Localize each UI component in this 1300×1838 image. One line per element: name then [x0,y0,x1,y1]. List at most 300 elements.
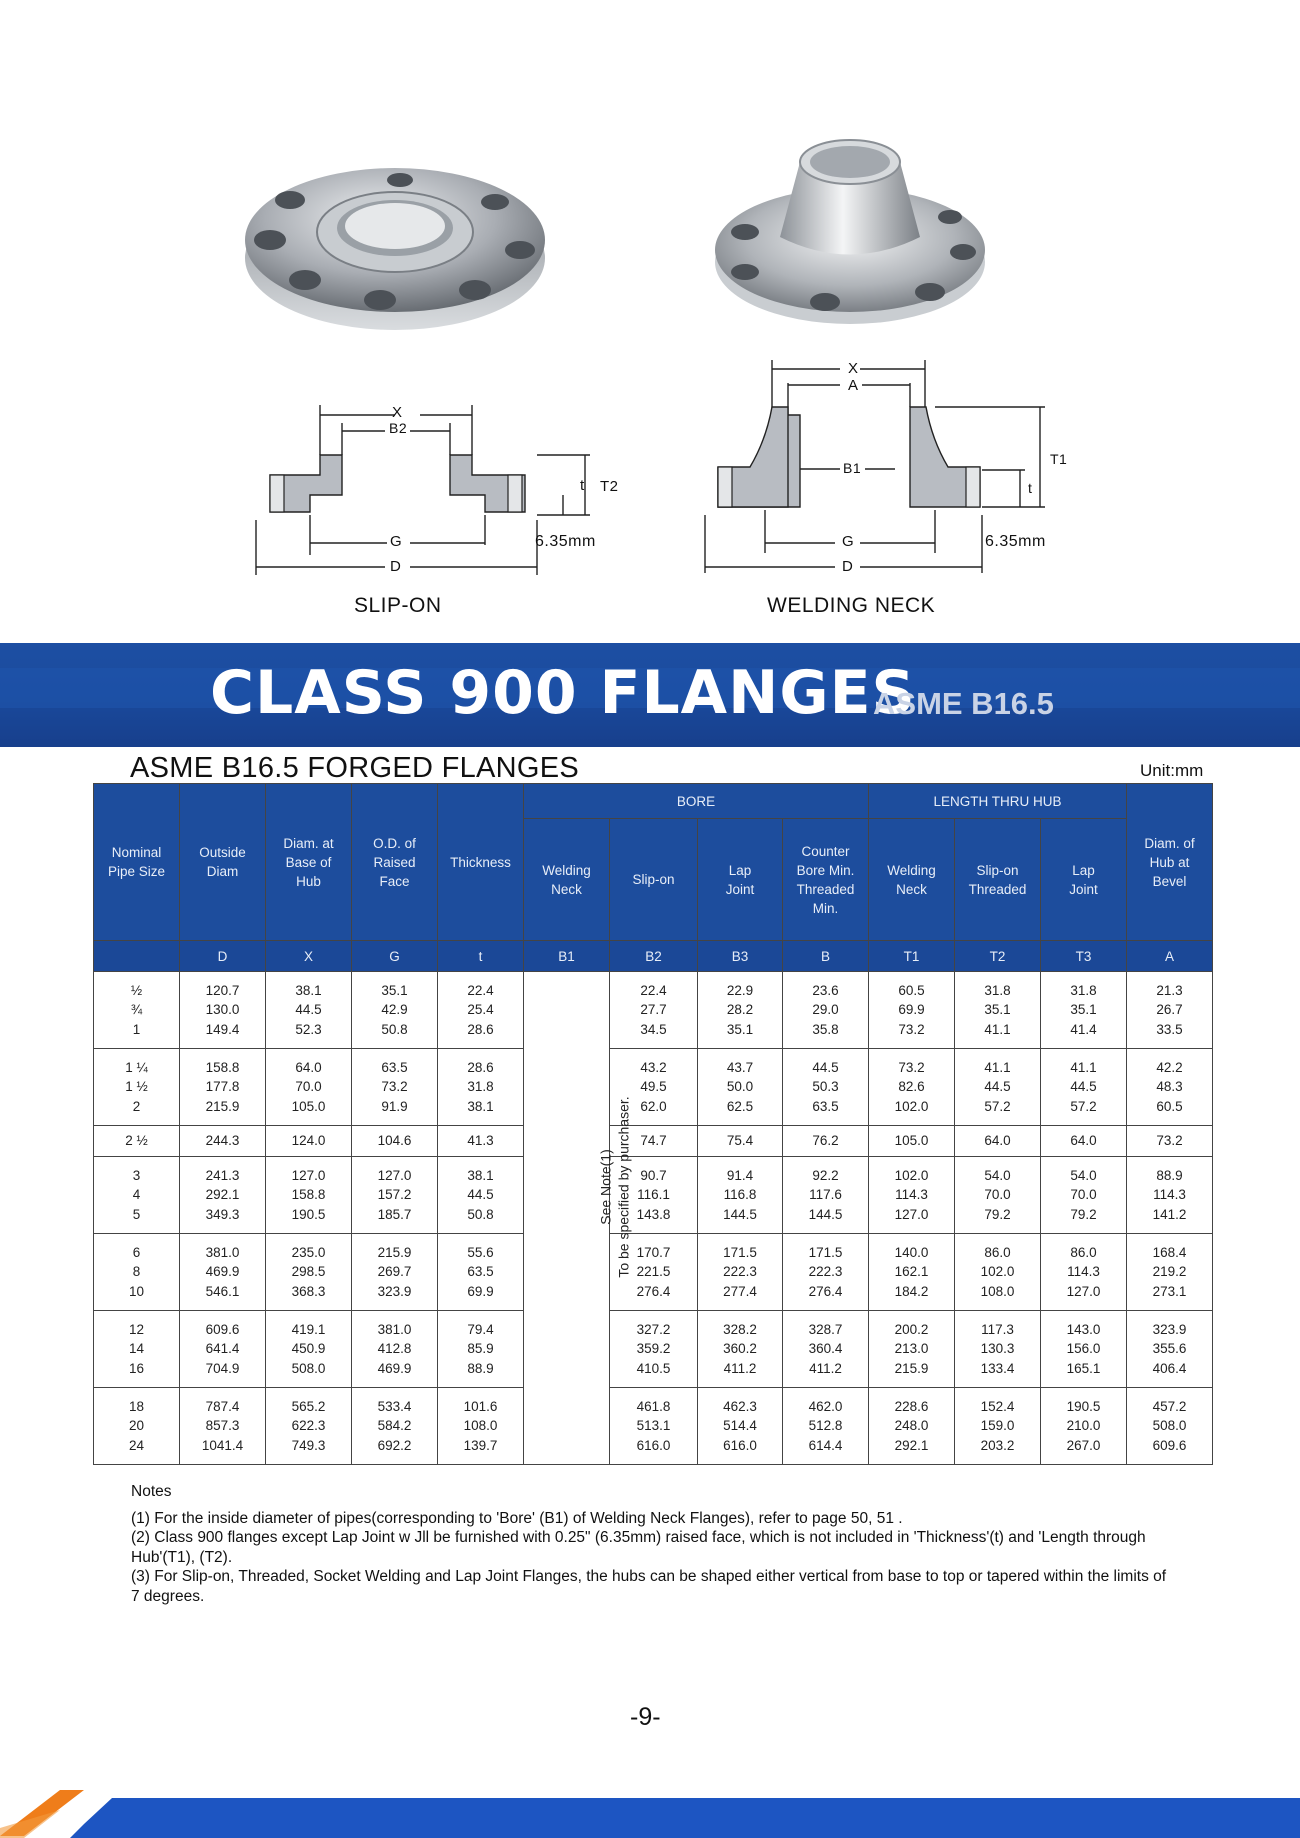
cell-value: 2 [132,1098,141,1114]
cell-value: 3 [132,1167,141,1183]
cell-t3 [1041,1388,1127,1465]
cell-value: 1041.4 [201,1437,244,1453]
slip-on-label-t: t [580,477,585,494]
cell-value: 127.0 [291,1167,326,1183]
cell-value: 120.7 [205,982,240,998]
cell-nps [94,1157,180,1234]
cell-value: 54.0 [984,1167,1011,1183]
cell-value: 14 [128,1341,145,1357]
cell-value: 24 [128,1437,145,1453]
cell-value: 1 [132,1021,141,1037]
cell-value: 406.4 [1152,1360,1187,1376]
cell-value: 114.3 [895,1187,928,1203]
cell-t2 [955,1311,1041,1388]
cell-value: 277.4 [723,1283,757,1299]
cell-value: 85.9 [467,1341,494,1357]
table-row [94,1388,1213,1465]
cell-value: 62.0 [640,1098,667,1114]
cell-value: 244.3 [205,1133,240,1149]
cell-value: 73.2 [898,1021,925,1037]
cell-b3 [698,1049,783,1126]
cell-value: 269.7 [377,1264,412,1280]
cell-value: 41.3 [467,1133,494,1149]
welding-neck-caption: WELDING NECK [767,594,936,617]
table-row [94,1157,1213,1234]
cell-value: 190.5 [1066,1398,1101,1414]
cell-value: 144.5 [723,1206,757,1222]
welding-neck-label-g: G [842,533,855,550]
cell-value: 70.0 [295,1079,322,1095]
cell-value: 609.6 [205,1321,240,1337]
cell-value: 469.9 [377,1360,412,1376]
header-b1: Welding Neck [524,819,610,941]
cell-value: 22.9 [726,982,754,998]
cell-value: 18 [128,1398,145,1414]
cell-a [1127,1157,1213,1234]
cell-thk [438,1126,524,1157]
cell-value: 170.7 [636,1244,671,1260]
cell-value: 60.5 [898,982,925,998]
cell-value: 102.0 [894,1167,929,1183]
cell-value: 200.2 [894,1321,929,1337]
cell-rf [352,1311,438,1388]
cell-value: 130.3 [980,1341,1015,1357]
cell-value: 34.5 [640,1021,667,1037]
cell-b [783,1126,869,1157]
cell-b3 [698,1157,783,1234]
cell-nps [94,1126,180,1157]
cell-value: 450.9 [291,1341,326,1357]
cell-a [1127,1311,1213,1388]
cell-value: 692.2 [377,1437,412,1453]
cell-value: 116.8 [723,1187,757,1203]
cell-thk [438,1049,524,1126]
cell-value: 117.6 [809,1187,842,1203]
cell-value: 328.7 [808,1321,843,1337]
bore-b1-note [597,1097,633,1278]
header-rf: O.D. of Raised Face [352,784,438,941]
cell-value: 64.0 [1070,1133,1097,1149]
cell-t2 [955,972,1041,1049]
cell-b [783,1311,869,1388]
cell-value: 55.6 [467,1244,494,1260]
slip-on-diagram [250,395,610,580]
cell-t3 [1041,1157,1127,1234]
cell-value: 276.4 [808,1283,843,1299]
cell-value: 44.5 [295,1002,322,1018]
notes-section [131,1482,1171,1606]
cell-value: 622.3 [291,1418,326,1434]
cell-value: 241.3 [205,1167,240,1183]
cell-value: 108.0 [463,1418,498,1434]
bore-b1-note-cell [524,972,632,1465]
cell-thk [438,1311,524,1388]
cell-value: 28.2 [726,1002,754,1018]
cell-value: 323.9 [377,1283,412,1299]
cell-value: 42.9 [381,1002,408,1018]
cell-value: 158.8 [205,1059,240,1075]
cell-value: 88.9 [467,1360,494,1376]
cell-value: 461.8 [636,1398,671,1414]
cell-t1 [869,1157,955,1234]
cell-value: 171.5 [808,1244,843,1260]
cell-nps [94,1388,180,1465]
cell-value: 513.1 [636,1418,671,1434]
cell-value: 857.3 [205,1418,240,1434]
cell-value: 43.7 [726,1059,754,1075]
cell-rf [352,1126,438,1157]
cell-value: 184.2 [894,1283,929,1299]
cell-nps [94,972,180,1049]
cell-value: ¾ [130,1002,143,1018]
cell-value: 222.3 [808,1264,843,1280]
cell-value: 29.0 [812,1002,839,1018]
cell-value: 22.4 [640,982,667,998]
cell-value: 57.2 [984,1098,1011,1114]
cell-od [180,1049,266,1126]
cell-value: 79.2 [984,1206,1011,1222]
note-2: (2) Class 900 flanges except Lap Joint w Jll be furnished with 0.25" (6.35mm) raised face, which is not included in 'Thickness'(t) and 'Length through Hub'(T1), (T2). [131,1529,1146,1566]
cell-value: 327.2 [636,1321,671,1337]
cell-value: 50.0 [726,1079,754,1095]
cell-value: 292.1 [205,1187,240,1203]
cell-value: 25.4 [467,1002,494,1018]
cell-value: 614.4 [808,1437,843,1453]
cell-hub [266,1311,352,1388]
cell-t2 [955,1388,1041,1465]
cell-a [1127,972,1213,1049]
cell-value: 92.2 [812,1167,839,1183]
cell-value: 35.1 [381,982,408,998]
cell-value: 31.8 [1070,982,1097,998]
cell-value: 149.4 [205,1021,240,1037]
cell-value: 102.0 [980,1264,1015,1280]
cell-od [180,1234,266,1311]
welding-neck-label-a: A [848,377,859,394]
cell-value: 508.0 [1152,1418,1187,1434]
cell-value: 133.4 [980,1360,1015,1376]
cell-value: 63.5 [467,1264,494,1280]
cell-b [783,1049,869,1126]
cell-value: 222.3 [723,1264,757,1280]
cell-value: 144.5 [808,1206,843,1222]
cell-value: 127.0 [894,1206,929,1222]
slip-on-label-t2: T2 [600,478,619,495]
cell-t1 [869,1234,955,1311]
cell-value: 28.6 [467,1059,494,1075]
cell-rf [352,1157,438,1234]
cell-b3 [698,1311,783,1388]
cell-t2 [955,1157,1041,1234]
symbol-rf: G [352,941,438,972]
cell-thk [438,1388,524,1465]
cell-value: 410.5 [636,1360,671,1376]
cell-value: 565.2 [291,1398,326,1414]
cell-value: 41.1 [984,1021,1011,1037]
welding-neck-label-x: X [848,360,859,377]
cell-t3 [1041,1234,1127,1311]
cell-value: 44.5 [467,1187,494,1203]
header-b: Counter Bore Min. Threaded Min. [783,819,869,941]
cell-value: 168.4 [1152,1244,1187,1260]
table-row [94,972,1213,1049]
cell-t1 [869,1388,955,1465]
cell-value: 31.8 [984,982,1011,998]
cell-value: 546.1 [205,1283,240,1299]
table-title: ASME B16.5 FORGED FLANGES [130,752,580,784]
table-row [94,1049,1213,1126]
slip-on-label-b2: B2 [389,420,408,436]
cell-value: 381.0 [377,1321,412,1337]
header-group-bore: BORE [524,784,869,819]
symbol-hub: X [266,941,352,972]
cell-value: 235.0 [291,1244,326,1260]
cell-value: 90.7 [640,1167,667,1183]
cell-value: 2 ½ [125,1133,148,1149]
cell-hub [266,1234,352,1311]
cell-value: 165.1 [1066,1360,1101,1376]
cell-value: 248.0 [894,1418,929,1434]
cell-t1 [869,1126,955,1157]
cell-value: 33.5 [1156,1021,1183,1037]
cell-value: 116.1 [637,1187,670,1203]
cell-od [180,1388,266,1465]
cell-value: 360.2 [723,1341,757,1357]
cell-value: 360.4 [808,1341,843,1357]
cell-rf [352,972,438,1049]
cell-b2 [610,972,698,1049]
cell-t3 [1041,972,1127,1049]
cell-value: 21.3 [1156,982,1183,998]
cell-thk [438,1157,524,1234]
cell-value: 1 ½ [125,1079,148,1095]
cell-value: 27.7 [640,1002,667,1018]
flange-table [93,783,1213,1465]
cell-t2 [955,1126,1041,1157]
cell-value: 139.7 [463,1437,498,1453]
header-t3: Lap Joint [1041,819,1127,941]
cell-value: 412.8 [377,1341,412,1357]
slip-on-flange-photo [230,140,560,340]
cell-hub [266,1049,352,1126]
cell-value: 273.1 [1152,1283,1187,1299]
cell-value: 76.2 [812,1133,839,1149]
symbol-t1: T1 [869,941,955,972]
symbol-nps [94,941,180,972]
notes-heading: Notes [131,1483,172,1500]
cell-b3 [698,1126,783,1157]
cell-value: 469.9 [205,1264,240,1280]
cell-b2 [610,1311,698,1388]
slip-on-label-x: X [392,404,403,421]
cell-value: 368.3 [291,1283,326,1299]
cell-value: 609.6 [1152,1437,1187,1453]
cell-b [783,1157,869,1234]
cell-a [1127,1126,1213,1157]
symbol-b3: B3 [698,941,783,972]
cell-value: 462.0 [808,1398,843,1414]
cell-a [1127,1049,1213,1126]
table-row [94,1234,1213,1311]
cell-thk [438,972,524,1049]
cell-b3 [698,1234,783,1311]
table-row [94,1126,1213,1157]
cell-value: 6 [132,1244,141,1260]
cell-od [180,972,266,1049]
cell-value: 105.0 [894,1133,929,1149]
cell-value: 508.0 [291,1360,326,1376]
cell-value: 44.5 [812,1059,839,1075]
cell-value: 177.8 [205,1079,240,1095]
cell-value: 276.4 [636,1283,671,1299]
slip-on-label-g: G [390,533,403,550]
cell-value: 88.9 [1156,1167,1183,1183]
cell-t3 [1041,1126,1127,1157]
cell-value: 143.8 [636,1206,671,1222]
cell-value: 23.6 [812,982,839,998]
cell-value: 50.3 [812,1079,839,1095]
cell-value: 349.3 [205,1206,240,1222]
cell-value: 38.1 [467,1098,494,1114]
welding-neck-label-b1: B1 [843,460,862,476]
cell-value: 38.1 [467,1167,494,1183]
cell-value: 73.2 [1156,1133,1183,1149]
bore-b1-note-line1: See Note(1) [597,1149,614,1225]
cell-value: 105.0 [291,1098,326,1114]
cell-value: 787.4 [205,1398,240,1414]
cell-value: 12 [128,1321,145,1337]
cell-value: 203.2 [980,1437,1015,1453]
cell-value: 616.0 [723,1437,757,1453]
cell-nps [94,1311,180,1388]
cell-value: 50.8 [381,1021,408,1037]
cell-value: 381.0 [205,1244,240,1260]
cell-value: 4 [132,1187,141,1203]
slip-on-label-raised: 6.35mm [535,533,596,550]
cell-value: 298.5 [291,1264,326,1280]
cell-value: 8 [132,1264,141,1280]
slip-on-caption: SLIP-ON [354,594,442,617]
cell-value: 26.7 [1156,1002,1183,1018]
cell-value: 292.1 [894,1437,929,1453]
cell-value: 5 [132,1206,141,1222]
cell-value: 162.1 [894,1264,929,1280]
cell-value: 54.0 [1070,1167,1097,1183]
cell-value: 79.4 [467,1321,494,1337]
cell-value: 210.0 [1066,1418,1101,1434]
cell-value: 124.0 [291,1133,326,1149]
cell-value: ½ [130,982,143,998]
cell-value: 44.5 [984,1079,1011,1095]
bore-b1-note-line2: To be specified by purchaser. [615,1096,632,1278]
cell-value: 141.2 [1152,1206,1187,1222]
cell-value: 157.2 [377,1187,412,1203]
cell-value: 62.5 [726,1098,754,1114]
cell-rf [352,1049,438,1126]
unit-label: Unit:mm [1140,761,1204,780]
cell-value: 35.1 [726,1021,754,1037]
cell-value: 228.6 [894,1398,929,1414]
slip-on-label-d: D [390,558,402,575]
cell-value: 114.3 [1153,1187,1186,1203]
cell-value: 69.9 [898,1002,925,1018]
cell-value: 41.4 [1070,1021,1097,1037]
welding-neck-label-d: D [842,558,854,575]
table-body [94,972,1213,1465]
cell-nps [94,1234,180,1311]
cell-value: 108.0 [980,1283,1015,1299]
cell-value: 117.3 [981,1321,1014,1337]
table-row [94,1311,1213,1388]
banner-title: CLASS 900 FLANGES [210,658,916,728]
header-nps: Nominal Pipe Size [94,784,180,941]
cell-value: 73.2 [381,1079,408,1095]
cell-value: 221.5 [636,1264,671,1280]
cell-value: 213.0 [894,1341,929,1357]
cell-value: 69.9 [467,1283,494,1299]
cell-value: 70.0 [1070,1187,1097,1203]
cell-value: 190.5 [291,1206,326,1222]
cell-value: 130.0 [205,1002,240,1018]
welding-neck-flange-photo [705,122,995,332]
cell-value: 52.3 [295,1021,322,1037]
cell-b3 [698,972,783,1049]
cell-value: 102.0 [894,1098,929,1114]
cell-b [783,972,869,1049]
cell-value: 63.5 [812,1098,839,1114]
cell-value: 74.7 [640,1133,667,1149]
cell-value: 44.5 [1070,1079,1097,1095]
cell-value: 28.6 [467,1021,494,1037]
header-hub: Diam. at Base of Hub [266,784,352,941]
cell-value: 60.5 [1156,1098,1183,1114]
cell-value: 22.4 [467,982,494,998]
cell-t2 [955,1234,1041,1311]
cell-value: 219.2 [1152,1264,1187,1280]
symbol-t3: T3 [1041,941,1127,972]
cell-value: 86.0 [1070,1244,1097,1260]
symbol-b1: B1 [524,941,610,972]
cell-value: 512.8 [808,1418,843,1434]
cell-value: 10 [128,1283,145,1299]
cell-value: 215.9 [894,1360,929,1376]
header-group-length: LENGTH THRU HUB [869,784,1127,819]
cell-t1 [869,972,955,1049]
cell-value: 101.6 [463,1398,498,1414]
header-t1: Welding Neck [869,819,955,941]
cell-value: 35.8 [812,1021,839,1037]
cell-t1 [869,1049,955,1126]
cell-value: 355.6 [1152,1341,1187,1357]
cell-rf [352,1234,438,1311]
cell-value: 79.2 [1070,1206,1097,1222]
cell-rf [352,1388,438,1465]
cell-value: 533.4 [377,1398,412,1414]
cell-hub [266,1388,352,1465]
note-3: (3) For Slip-on, Threaded, Socket Welding and Lap Joint Flanges, the hubs can be shaped either vertical from base to top or tapered within the limits of 7 degrees. [131,1568,1167,1605]
cell-value: 143.0 [1066,1321,1101,1337]
cell-od [180,1126,266,1157]
cell-value: 86.0 [984,1244,1011,1260]
cell-value: 49.5 [640,1079,667,1095]
cell-t3 [1041,1311,1127,1388]
cell-value: 328.2 [723,1321,757,1337]
header-b2: Slip-on [610,819,698,941]
cell-value: 457.2 [1152,1398,1187,1414]
cell-value: 35.1 [1070,1002,1097,1018]
symbol-thickness: t [438,941,524,972]
cell-value: 104.6 [377,1133,412,1149]
